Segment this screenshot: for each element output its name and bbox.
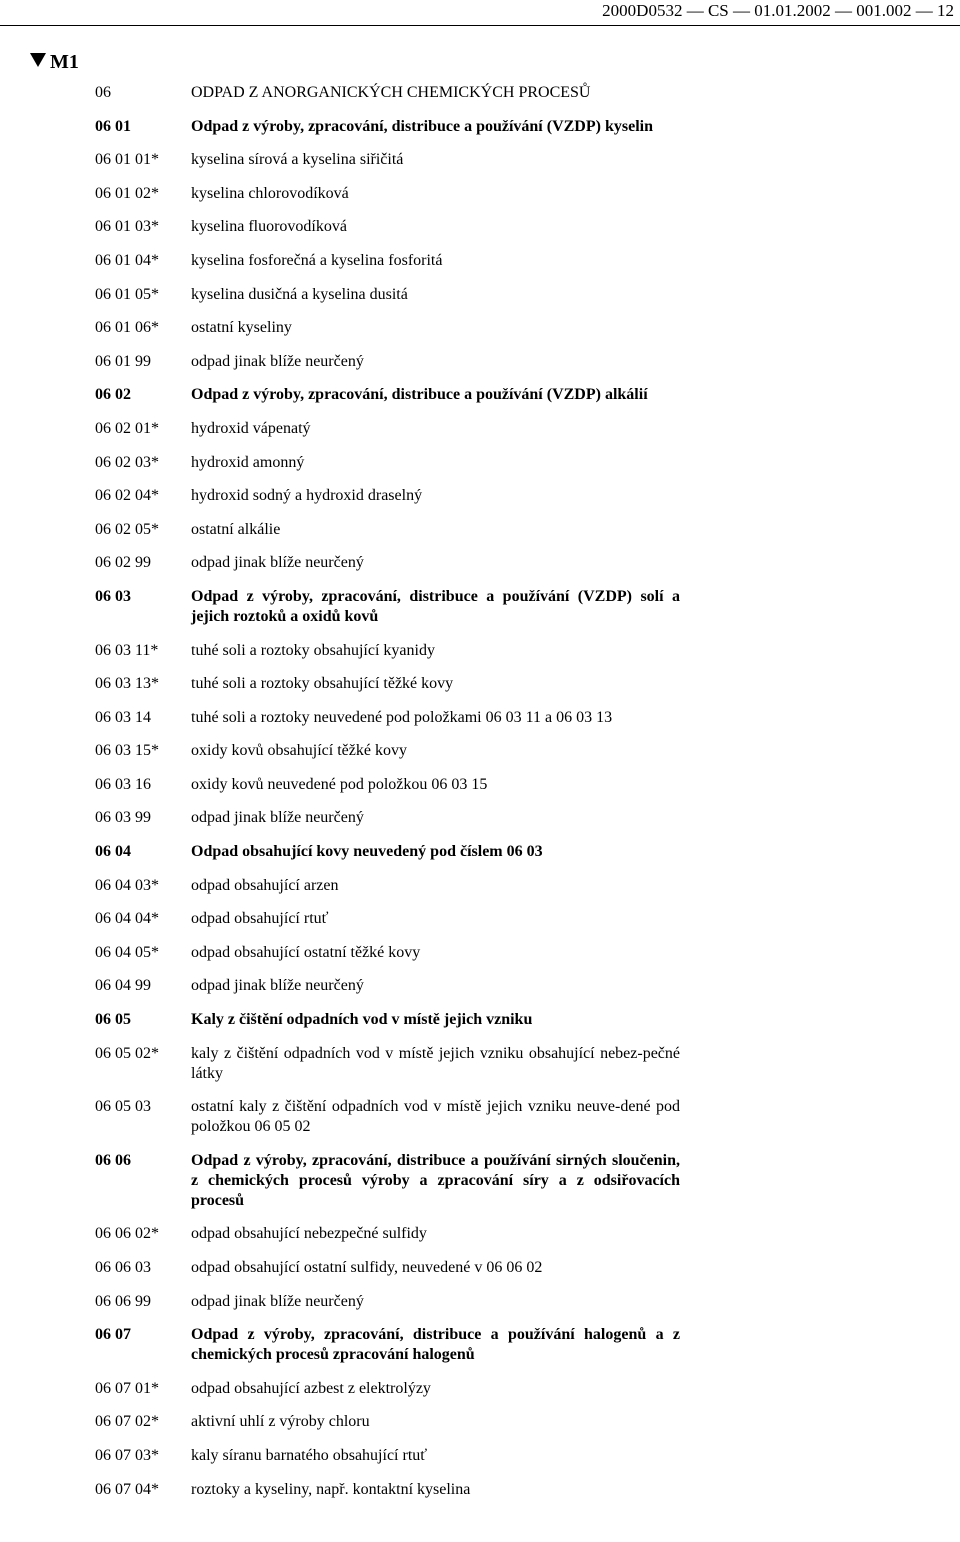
- waste-code-row: [95, 1379, 680, 1399]
- waste-code: 06 07 01*: [95, 1379, 159, 1397]
- waste-code-row: [95, 352, 680, 372]
- waste-description: hydroxid vápenatý: [191, 419, 311, 437]
- section-heading-row: [95, 1325, 680, 1365]
- waste-description: Kaly z čištění odpadních vod v místě jejich vzniku: [191, 1011, 533, 1029]
- waste-code: 06 06 03: [95, 1259, 151, 1276]
- waste-description: odpad jinak blíže neurčený: [191, 352, 364, 370]
- waste-code-row: [95, 909, 680, 929]
- waste-code-row: [95, 486, 680, 506]
- waste-code-row: [95, 1480, 680, 1500]
- waste-code: 06 02 04*: [95, 487, 159, 505]
- waste-description: ostatní kyseliny: [191, 319, 292, 337]
- waste-code-row: [95, 1224, 680, 1244]
- section-heading-row: [95, 1010, 680, 1030]
- waste-code: 06: [95, 84, 111, 101]
- waste-code: 06 07 04*: [95, 1480, 159, 1498]
- section-heading-row: [95, 117, 680, 137]
- waste-description: hydroxid sodný a hydroxid draselný: [191, 487, 423, 505]
- waste-description: Odpad z výroby, zpracování, distribuce a používání sirných sloučenin, z chemických procesů výroby a zpracování síry a z odsiřovacích procesů: [191, 1151, 680, 1209]
- waste-description: ostatní kaly z čištění odpadních vod v místě jejich vzniku neuve-dené pod položkou 06 05 02: [191, 1098, 680, 1136]
- waste-code: 06 06 02*: [95, 1225, 159, 1243]
- waste-description: Odpad z výroby, zpracování, distribuce a používání (VZDP) kyselin: [191, 117, 653, 135]
- waste-description: tuhé soli a roztoky neuvedené pod položkami 06 03 11 a 06 03 13: [191, 708, 613, 726]
- waste-code: 06 01 03*: [95, 218, 159, 236]
- waste-code-row: [95, 775, 680, 795]
- waste-code-row: [95, 741, 680, 761]
- triangle-down-icon: [30, 53, 46, 67]
- waste-description: Odpad z výroby, zpracování, distribuce a používání (VZDP) alkálií: [191, 386, 648, 404]
- waste-description: oxidy kovů neuvedené pod položkou 06 03 15: [191, 775, 488, 793]
- waste-description: tuhé soli a roztoky obsahující těžké kovy: [191, 675, 454, 693]
- waste-code: 06 01 06*: [95, 319, 159, 337]
- waste-description: odpad jinak blíže neurčený: [191, 809, 364, 827]
- waste-code-row: [95, 641, 680, 661]
- waste-description: odpad jinak blíže neurčený: [191, 977, 364, 995]
- waste-code: 06 04 03*: [95, 876, 159, 894]
- waste-code-row: [95, 1446, 680, 1466]
- amendment-label: M1: [50, 51, 79, 73]
- waste-code: 06 01 02*: [95, 184, 159, 202]
- waste-code: 06 05 02*: [95, 1044, 159, 1062]
- waste-code-row: [95, 419, 680, 439]
- waste-code-row: [95, 83, 680, 103]
- waste-description: kyselina chlorovodíková: [191, 184, 349, 202]
- waste-code-row: [95, 318, 680, 338]
- waste-code: 06 01: [95, 117, 131, 135]
- waste-code-row: [95, 674, 680, 694]
- waste-code: 06 03 16: [95, 775, 151, 793]
- waste-code: 06 02: [95, 386, 131, 404]
- waste-code: 06 06 99: [95, 1292, 151, 1310]
- waste-description: odpad obsahující nebezpečné sulfidy: [191, 1225, 427, 1243]
- waste-description: ODPAD Z ANORGANICKÝCH CHEMICKÝCH PROCESŮ: [191, 84, 591, 101]
- waste-description: Odpad obsahující kovy neuvedený pod číslem 06 03: [191, 843, 543, 861]
- waste-code: 06 03: [95, 587, 131, 605]
- waste-description: oxidy kovů obsahující těžké kovy: [191, 742, 407, 760]
- waste-description: kaly síranu barnatého obsahující rtuť: [191, 1446, 428, 1464]
- document-header: 2000D0532 — CS — 01.01.2002 — 001.002 — 12: [602, 1, 954, 20]
- waste-code: 06 04 99: [95, 977, 151, 995]
- waste-code: 06 05 03: [95, 1098, 151, 1116]
- waste-code: 06 04 05*: [95, 943, 159, 961]
- waste-description: aktivní uhlí z výroby chloru: [191, 1413, 370, 1431]
- waste-code: 06 03 11*: [95, 641, 159, 659]
- waste-description: odpad obsahující arzen: [191, 876, 339, 894]
- waste-code-row: [95, 553, 680, 573]
- waste-description: ostatní alkálie: [191, 520, 281, 538]
- waste-code-row: [95, 943, 680, 963]
- waste-code-row: [95, 1044, 680, 1084]
- waste-description: kyselina dusičná a kyselina dusitá: [191, 285, 408, 303]
- amendment-marker: [30, 51, 79, 74]
- waste-code: 06 07: [95, 1326, 131, 1344]
- waste-description: kaly z čištění odpadních vod v místě jejich vzniku obsahující nebez-pečné látky: [191, 1044, 680, 1082]
- waste-description: kyselina fluorovodíková: [191, 218, 347, 236]
- waste-code: 06 02 03*: [95, 453, 159, 471]
- waste-code: 06 01 05*: [95, 285, 159, 303]
- waste-code: 06 02 99: [95, 554, 151, 572]
- waste-code-row: [95, 1292, 680, 1312]
- section-heading-row: [95, 587, 680, 627]
- section-heading-row: [95, 842, 680, 862]
- waste-code-row: [95, 976, 680, 996]
- waste-code: 06 05: [95, 1011, 131, 1029]
- waste-code: 06 01 99: [95, 352, 151, 370]
- waste-code: 06 04 04*: [95, 910, 159, 928]
- waste-description: kyselina sírová a kyselina siřičitá: [191, 151, 404, 169]
- waste-code: 06 01 04*: [95, 251, 159, 269]
- waste-code: 06 01 01*: [95, 151, 159, 169]
- waste-code: 06 07 03*: [95, 1446, 159, 1464]
- waste-description: hydroxid amonný: [191, 453, 305, 471]
- waste-code: 06 03 99: [95, 809, 151, 827]
- header-rule: [0, 25, 960, 26]
- waste-code: 06 03 15*: [95, 742, 159, 760]
- waste-code-row: [95, 876, 680, 896]
- waste-description: odpad jinak blíže neurčený: [191, 1292, 364, 1310]
- waste-code: 06 03 14: [95, 708, 151, 726]
- waste-code: 06 03 13*: [95, 675, 159, 693]
- waste-description: Odpad z výroby, zpracování, distribuce a používání halogenů a z chemických procesů zpracování halogenů: [191, 1326, 680, 1364]
- waste-code-row: [95, 217, 680, 237]
- waste-description: odpad obsahující ostatní těžké kovy: [191, 943, 421, 961]
- waste-code: 06 07 02*: [95, 1413, 159, 1431]
- waste-code: 06 06: [95, 1151, 131, 1169]
- waste-code-row: [95, 150, 680, 170]
- waste-description: Odpad z výroby, zpracování, distribuce a používání (VZDP) solí a jejich roztoků a oxidů kovů: [191, 587, 680, 625]
- waste-description: odpad obsahující azbest z elektrolýzy: [191, 1379, 431, 1397]
- waste-code-row: [95, 520, 680, 540]
- waste-code-row: [95, 1097, 680, 1137]
- waste-description: kyselina fosforečná a kyselina fosforitá: [191, 251, 443, 269]
- waste-code: 06 02 01*: [95, 419, 159, 437]
- waste-code-row: [95, 251, 680, 271]
- waste-code-row: [95, 285, 680, 305]
- waste-description: odpad obsahující ostatní sulfidy, neuvedené v 06 06 02: [191, 1259, 543, 1276]
- section-heading-row: [95, 1151, 680, 1211]
- waste-code-list: [95, 83, 680, 1513]
- waste-code-row: [95, 1258, 680, 1278]
- waste-description: odpad obsahující rtuť: [191, 910, 329, 928]
- section-heading-row: [95, 385, 680, 405]
- waste-code-row: [95, 1412, 680, 1432]
- waste-description: tuhé soli a roztoky obsahující kyanidy: [191, 641, 435, 659]
- waste-code-row: [95, 453, 680, 473]
- waste-code: 06 04: [95, 843, 131, 861]
- waste-code: 06 02 05*: [95, 520, 159, 538]
- waste-code-row: [95, 708, 680, 728]
- waste-description: odpad jinak blíže neurčený: [191, 554, 364, 572]
- waste-code-row: [95, 808, 680, 828]
- waste-description: roztoky a kyseliny, např. kontaktní kyselina: [191, 1480, 471, 1498]
- waste-code-row: [95, 184, 680, 204]
